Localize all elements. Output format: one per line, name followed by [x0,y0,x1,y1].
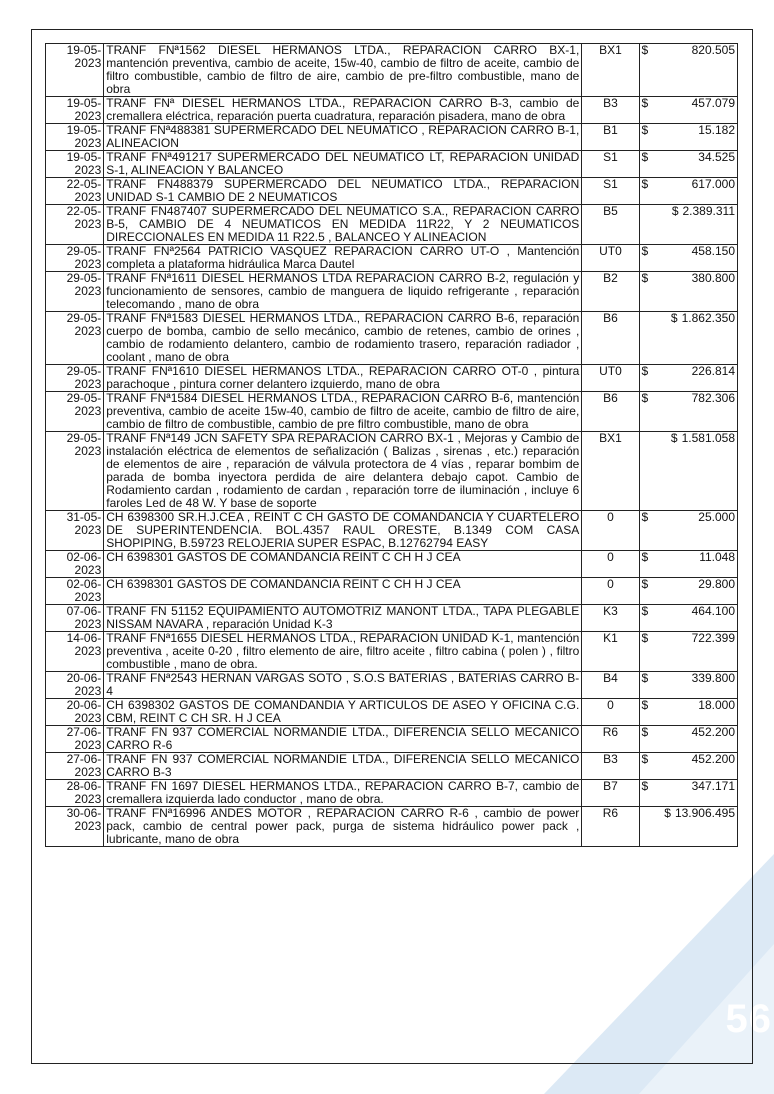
row-date: 29-05-2023 [46,392,104,432]
row-description: TRANF FN 51152 EQUIPAMIENTO AUTOMOTRIZ MANONT LTDA., TAPA PLEGABLE NISSAM NAVARA , reparación Unidad K-3 [104,605,582,632]
currency-symbol: $ [641,550,649,564]
table-row [46,551,738,578]
row-amount: 347.171 [691,779,735,793]
row-amount: 18.000 [698,698,735,712]
row-amount: 457.079 [691,96,735,110]
row-unit-code: K3 [582,605,639,632]
row-date: 19-05-2023 [46,124,104,151]
row-amount-cell [639,551,737,578]
row-unit-code: B7 [582,780,639,807]
row-description: TRANF FN 937 COMERCIAL NORMANDIE LTDA., DIFERENCIA SELLO MECANICO CARRO R-6 [104,726,582,753]
row-unit-code: S1 [582,178,639,205]
row-amount: 29.800 [698,577,735,591]
row-amount-cell [639,272,737,312]
table-row [46,753,738,780]
row-amount: 15.182 [698,123,735,137]
currency-symbol: $ [641,177,649,191]
table-row [46,245,738,272]
row-amount-cell [639,753,737,780]
row-amount-cell [639,726,737,753]
row-date: 29-05-2023 [46,432,104,511]
currency-symbol: $ [641,698,649,712]
row-amount: 339.800 [691,671,735,685]
currency-symbol: $ [641,364,649,378]
row-unit-code: R6 [582,726,639,753]
row-amount-cell [639,44,737,97]
table-row [46,272,738,312]
row-description: TRANF FNª1655 DIESEL HERMANOS LTDA., REPARACION UNIDAD K-1, mantención preventiva , aceite 0-20 , filtro elemento de aire, filtro aceite , filtro cabina ( polen ) , filtro combustible , mano de obra. [104,632,582,672]
currency-symbol: $ [641,391,649,405]
table-row [46,44,738,97]
row-amount-cell [639,365,737,392]
row-date: 02-06-2023 [46,578,104,605]
row-amount: 820.505 [691,43,735,57]
row-description: TRANF FN487407 SUPERMERCADO DEL NEUMATICO S.A., REPARACION CARRO B-5, CAMBIO DE 4 NEUMATICOS EN MEDIDA 11R22, Y 2 NEUMATICOS DIRECCIONALES EN MEDIDA 11 R22.5 , BALANCEO Y ALINEACION [104,205,582,245]
table-row [46,780,738,807]
row-description: TRANF FNª2543 HERNAN VARGAS SOTO , S.O.S BATERIAS , BATERIAS CARRO B-4 [104,672,582,699]
row-amount-cell [639,151,737,178]
row-amount: 452.200 [691,725,735,739]
row-amount: 11.048 [699,550,735,564]
row-date: 27-06-2023 [46,753,104,780]
row-amount: 1.862.350 [681,311,735,325]
row-date: 29-05-2023 [46,312,104,365]
row-amount-cell [639,672,737,699]
row-unit-code: B6 [582,392,639,432]
row-unit-code: R6 [582,807,639,847]
row-description: TRANF FNª2564 PATRICIO VASQUEZ REPARACION CARRO UT-O , Mantención completa a plataforma hidráulica Marca Dautel [104,245,582,272]
table-row [46,578,738,605]
row-date: 22-05-2023 [46,205,104,245]
row-amount-cell [639,511,737,551]
row-unit-code: UT0 [582,365,639,392]
table-row [46,312,738,365]
table-row [46,807,738,847]
row-amount: 452.200 [691,752,735,766]
row-unit-code: B1 [582,124,639,151]
row-date: 27-06-2023 [46,726,104,753]
row-unit-code: S1 [582,151,639,178]
row-description: TRANF FNª1611 DIESEL HERMANOS LTDA REPARACION CARRO B-2, regulación y funcionamiento de sensores, cambio de manguera de liquido refrigerante , reparación telecomando , mano de obra [104,272,582,312]
row-amount: 2.389.311 [682,204,735,218]
row-unit-code: B4 [582,672,639,699]
row-description: TRANF FNª149 JCN SAFETY SPA REPARACION CARRO BX-1 , Mejoras y Cambio de instalación eléctrica de elementos de señalización ( Balizas , sirenas , etc.) reparación de elementos de aire , reparación de válvula protectora de 4 vías , reparar bombim de parada de bomba inyectora perdida de aire delantera debajo capot. Cambio de Rodamiento cardan , rodamiento de cardan , reparación torre de iluminación , incluye 6 faroles Led de 48 W. Y base de soporte [104,432,582,511]
row-amount: 617.000 [691,177,735,191]
row-description: TRANF FNª1562 DIESEL HERMANOS LTDA., REPARACION CARRO BX-1, mantención preventiva, cambio de aceite, 15w-40, cambio de filtro de aceite, cambio de filtro combustible, cambio de filtro de aire, cambio de pre-filtro combustible, mano de obra [104,44,582,97]
currency-symbol: $ [641,123,649,137]
row-amount-cell [639,432,737,511]
row-unit-code: 0 [582,551,639,578]
row-amount-cell [639,392,737,432]
table-row [46,205,738,245]
currency-symbol: $ [641,631,649,645]
row-amount: 34.525 [698,150,735,164]
page-number: 56 [725,997,772,1041]
row-date: 29-05-2023 [46,272,104,312]
row-date: 29-05-2023 [46,245,104,272]
row-description: TRANF FNª1610 DIESEL HERMANOS LTDA., REPARACION CARRO OT-0 , pintura parachoque , pintura corner delantero izquierdo, mano de obra [104,365,582,392]
row-unit-code: BX1 [582,44,639,97]
currency-symbol: $ [641,671,649,685]
row-date: 14-06-2023 [46,632,104,672]
row-amount-cell [639,699,737,726]
currency-symbol: $ [641,510,649,524]
row-date: 07-06-2023 [46,605,104,632]
row-amount: 464.100 [691,604,735,618]
row-description: CH 6398300 SR.H.J.CEA , REINT C CH GASTO DE COMANDANCIA Y CUARTELERO DE SUPERINTENDENCIA. BOL.4357 RAUL ORESTE, B.1349 COM CASA SHOPIPING, B.59723 RELOJERIA SUPER ESPAC, B.12762794 EASY [104,511,582,551]
currency-symbol: $ [671,204,679,218]
row-description: TRANF FNª16996 ANDES MOTOR , REPARACION CARRO R-6 , cambio de power pack, cambio de central power pack, purga de sistema hidráulico power pack , lubricante, mano de obra [104,807,582,847]
row-unit-code: B6 [582,312,639,365]
currency-symbol: $ [641,271,649,285]
row-date: 02-06-2023 [46,551,104,578]
row-description: TRANF FNª488381 SUPERMERCADO DEL NEUMATICO , REPARACION CARRO B-1, ALINEACION [104,124,582,151]
table-row [46,97,738,124]
currency-symbol: $ [641,244,649,258]
row-description: CH 6398301 GASTOS DE COMANDANCIA REINT C CH H J CEA [104,551,582,578]
row-description: TRANF FNª DIESEL HERMANOS LTDA., REPARACION CARRO B-3, cambio de cremallera eléctrica, reparación puerta cuadratura, reparación pisadera, mano de obra [104,97,582,124]
row-date: 29-05-2023 [46,365,104,392]
currency-symbol: $ [641,43,649,57]
row-date: 31-05-2023 [46,511,104,551]
row-date: 30-06-2023 [46,807,104,847]
row-description: CH 6398302 GASTOS DE COMANDANDIA Y ARTICULOS DE ASEO Y OFICINA C.G. CBM, REINT C CH SR. H J CEA [104,699,582,726]
table-row [46,365,738,392]
row-amount-cell [639,245,737,272]
row-unit-code: 0 [582,511,639,551]
expense-ledger-table [45,43,738,847]
table-row [46,432,738,511]
row-description: TRANF FNª491217 SUPERMERCADO DEL NEUMATICO LT, REPARACION UNIDAD S-1, ALINEACION Y BALANCEO [104,151,582,178]
table-row [46,151,738,178]
currency-symbol: $ [641,577,649,591]
row-unit-code: B5 [582,205,639,245]
row-amount-cell [639,578,737,605]
row-amount: 458.150 [691,244,735,258]
row-amount: 226.814 [691,364,735,378]
table-row [46,726,738,753]
row-amount-cell [639,632,737,672]
row-date: 19-05-2023 [46,44,104,97]
currency-symbol: $ [641,725,649,739]
row-unit-code: B3 [582,753,639,780]
row-amount: 25.000 [698,510,735,524]
row-unit-code: K1 [582,632,639,672]
currency-symbol: $ [670,311,678,325]
table-row [46,511,738,551]
currency-symbol: $ [670,431,678,445]
row-unit-code: BX1 [582,432,639,511]
row-description: TRANF FN 937 COMERCIAL NORMANDIE LTDA., DIFERENCIA SELLO MECANICO CARRO B-3 [104,753,582,780]
row-amount-cell [639,605,737,632]
row-description: CH 6398301 GASTOS DE COMANDANCIA REINT C CH H J CEA [104,578,582,605]
row-date: 22-05-2023 [46,178,104,205]
row-amount: 380.800 [691,271,735,285]
row-date: 19-05-2023 [46,97,104,124]
currency-symbol: $ [641,752,649,766]
row-description: TRANF FN 1697 DIESEL HERMANOS LTDA., REPARACION CARRO B-7, cambio de cremallera izquierda lado conductor , mano de obra. [104,780,582,807]
ledger-body [46,44,738,847]
currency-symbol: $ [641,150,649,164]
row-date: 28-06-2023 [46,780,104,807]
row-amount: 13.906.495 [674,806,735,820]
row-amount-cell [639,97,737,124]
row-amount-cell [639,312,737,365]
row-unit-code: B2 [582,272,639,312]
table-row [46,392,738,432]
row-date: 20-06-2023 [46,699,104,726]
row-unit-code: UT0 [582,245,639,272]
currency-symbol: $ [641,96,649,110]
table-row [46,124,738,151]
table-row [46,178,738,205]
row-amount-cell [639,205,737,245]
row-date: 19-05-2023 [46,151,104,178]
row-amount: 782.306 [691,391,735,405]
row-unit-code: B3 [582,97,639,124]
currency-symbol: $ [641,604,649,618]
row-date: 20-06-2023 [46,672,104,699]
row-amount-cell [639,178,737,205]
currency-symbol: $ [641,779,649,793]
row-description: TRANF FNª1584 DIESEL HERMANOS LTDA., REPARACION CARRO B-6, mantención preventiva, cambio de aceite 15w-40, cambio de filtro de aceite, cambio de filtro de aire, cambio de filtro de combustible, cambio de pre filtro combustible, mano de obra [104,392,582,432]
row-amount: 722.399 [691,631,735,645]
table-row [46,632,738,672]
currency-symbol: $ [664,806,671,820]
row-unit-code: 0 [582,578,639,605]
row-amount-cell [639,780,737,807]
row-amount-cell [639,124,737,151]
table-row [46,605,738,632]
row-description: TRANF FN488379 SUPERMERCADO DEL NEUMATICO LTDA., REPARACION UNIDAD S-1 CAMBIO DE 2 NEUMATICOS [104,178,582,205]
row-unit-code: 0 [582,699,639,726]
row-description: TRANF FNª1583 DIESEL HERMANOS LTDA., REPARACION CARRO B-6, reparación cuerpo de bomba, cambio de sello mecánico, cambio de retenes, cambio de orines , cambio de rodamiento delantero, cambio de rodamiento trasero, reparación radiador , coolant , mano de obra [104,312,582,365]
table-row [46,699,738,726]
row-amount: 1.581.058 [681,431,735,445]
table-row [46,672,738,699]
row-amount-cell [639,807,737,847]
